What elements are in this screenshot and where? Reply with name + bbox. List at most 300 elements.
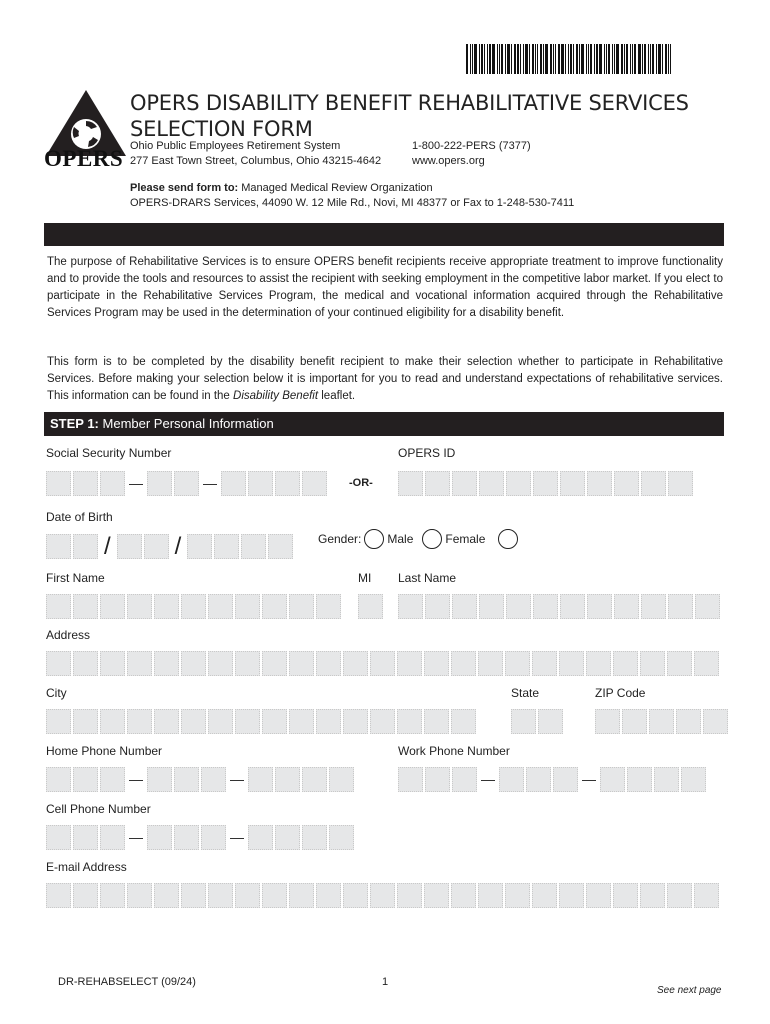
barcode-bar — [507, 44, 510, 74]
work-phone-label: Work Phone Number — [398, 744, 510, 758]
input-box[interactable] — [147, 825, 172, 850]
barcode-bar — [594, 44, 595, 74]
input-box[interactable] — [559, 883, 584, 908]
separator-dash: — — [129, 829, 143, 845]
input-box[interactable] — [46, 471, 71, 496]
gender-field — [318, 529, 518, 549]
barcode-bar — [642, 44, 643, 74]
barcode-bar — [644, 44, 646, 74]
input-box[interactable] — [289, 709, 314, 734]
input-box[interactable] — [451, 883, 476, 908]
separator-dash: — — [230, 829, 244, 845]
input-box[interactable] — [587, 594, 612, 619]
barcode-bar — [570, 44, 572, 74]
state-field — [511, 709, 563, 734]
barcode-bar — [650, 44, 651, 74]
input-box[interactable] — [560, 471, 585, 496]
separator-dash: — — [203, 475, 217, 491]
input-box[interactable] — [248, 471, 273, 496]
barcode-bar — [565, 44, 566, 74]
barcode-bar — [573, 44, 574, 74]
input-box[interactable] — [235, 594, 260, 619]
input-box[interactable] — [452, 767, 477, 792]
separator-slash: / — [104, 533, 111, 560]
input-box[interactable] — [262, 709, 287, 734]
ssn-group-2 — [147, 471, 199, 496]
input-box[interactable] — [641, 471, 666, 496]
input-box[interactable] — [201, 825, 226, 850]
separator-dash: — — [582, 771, 596, 787]
input-box[interactable] — [174, 471, 199, 496]
input-box[interactable] — [424, 709, 449, 734]
input-box[interactable] — [506, 594, 531, 619]
barcode-bar — [489, 44, 491, 74]
input-box[interactable] — [526, 767, 551, 792]
intro-paragraph-2 — [47, 354, 723, 405]
last-name-field — [398, 594, 720, 619]
input-box[interactable] — [144, 534, 169, 559]
barcode-bar — [656, 44, 657, 74]
barcode-bar — [550, 44, 552, 74]
input-box[interactable] — [235, 709, 260, 734]
input-box[interactable] — [397, 651, 422, 676]
input-box[interactable] — [302, 471, 327, 496]
barcode-bar — [484, 44, 485, 74]
ssn-label: Social Security Number — [46, 446, 172, 460]
barcode-bar — [590, 44, 592, 74]
barcode-bar — [668, 44, 669, 74]
ssn-field — [46, 471, 327, 496]
input-box[interactable] — [208, 883, 233, 908]
input-box[interactable] — [425, 471, 450, 496]
input-box[interactable] — [667, 883, 692, 908]
input-box[interactable] — [695, 594, 720, 619]
barcode-bar — [652, 44, 654, 74]
input-box[interactable] — [316, 594, 341, 619]
input-box[interactable] — [668, 471, 693, 496]
input-box[interactable] — [694, 651, 719, 676]
input-box[interactable] — [479, 594, 504, 619]
phone-group — [147, 767, 226, 792]
barcode-bar — [523, 44, 524, 74]
input-box[interactable] — [73, 825, 98, 850]
female-radio-left[interactable] — [422, 529, 442, 549]
opers-id-field — [398, 471, 693, 496]
input-box[interactable] — [479, 471, 504, 496]
input-box[interactable] — [181, 594, 206, 619]
phone-group — [499, 767, 578, 792]
input-box[interactable] — [147, 471, 172, 496]
barcode-bar — [579, 44, 580, 74]
phone-group — [46, 767, 125, 792]
zip-field — [595, 709, 728, 734]
barcode-bar — [525, 44, 528, 74]
input-box[interactable] — [201, 767, 226, 792]
input-box[interactable] — [46, 594, 71, 619]
dob-year — [187, 534, 293, 559]
input-box[interactable] — [262, 651, 287, 676]
mi-label: MI — [358, 571, 372, 585]
logo-wordmark: OPERS — [44, 146, 124, 171]
barcode-bar — [621, 44, 623, 74]
opers-id-label: OPERS ID — [398, 446, 456, 460]
input-box[interactable] — [559, 651, 584, 676]
barcode-bar — [662, 44, 663, 74]
input-box[interactable] — [154, 651, 179, 676]
male-radio[interactable] — [364, 529, 384, 549]
input-box[interactable] — [154, 594, 179, 619]
input-box[interactable] — [100, 767, 125, 792]
phone-group — [248, 825, 354, 850]
org-info — [130, 139, 381, 169]
barcode-bar — [487, 44, 488, 74]
input-box[interactable] — [73, 883, 98, 908]
input-box[interactable] — [127, 709, 152, 734]
input-box[interactable] — [46, 883, 71, 908]
input-box[interactable] — [187, 534, 212, 559]
input-box[interactable] — [262, 883, 287, 908]
barcode-bar — [505, 44, 506, 74]
input-box[interactable] — [600, 767, 625, 792]
barcode — [466, 44, 722, 74]
input-box[interactable] — [73, 709, 98, 734]
input-box[interactable] — [358, 594, 383, 619]
input-box[interactable] — [641, 594, 666, 619]
barcode-bar — [540, 44, 542, 74]
female-radio[interactable] — [498, 529, 518, 549]
barcode-bar — [520, 44, 521, 74]
barcode-bar — [514, 44, 516, 74]
input-box[interactable] — [100, 883, 125, 908]
barcode-bar — [537, 44, 538, 74]
home-phone-field — [46, 767, 354, 792]
input-box[interactable] — [424, 883, 449, 908]
dob-month — [46, 534, 98, 559]
intro-p2-end: leaflet. — [318, 390, 356, 402]
barcode-bar — [568, 44, 569, 74]
barcode-bar — [553, 44, 554, 74]
step1-header — [44, 412, 724, 436]
barcode-bar — [581, 44, 584, 74]
input-box[interactable] — [248, 767, 273, 792]
input-box[interactable] — [46, 825, 71, 850]
input-box[interactable] — [640, 651, 665, 676]
barcode-bar — [576, 44, 578, 74]
email-field — [46, 883, 719, 908]
header-divider-bar — [44, 223, 724, 246]
barcode-bar — [497, 44, 498, 74]
barcode-bar — [648, 44, 649, 74]
dob-field — [46, 534, 293, 559]
input-box[interactable] — [289, 651, 314, 676]
input-box[interactable] — [614, 594, 639, 619]
input-box[interactable] — [235, 883, 260, 908]
barcode-bar — [474, 44, 477, 74]
barcode-bar — [492, 44, 495, 74]
send-label: Please send form to: — [130, 182, 239, 194]
input-box[interactable] — [343, 709, 368, 734]
barcode-bar — [532, 44, 534, 74]
input-box[interactable] — [289, 594, 314, 619]
city-label: City — [46, 686, 67, 700]
input-box[interactable] — [127, 651, 152, 676]
input-box[interactable] — [703, 709, 728, 734]
input-box[interactable] — [214, 534, 239, 559]
dob-label: Date of Birth — [46, 510, 113, 524]
org-name: Ohio Public Employees Retirement System — [130, 140, 341, 152]
input-box[interactable] — [127, 883, 152, 908]
input-box[interactable] — [100, 825, 125, 850]
input-box[interactable] — [262, 594, 287, 619]
intro-paragraph-1: The purpose of Rehabilitative Services is to ensure OPERS benefit recipients receive appropriate treatment to improve functionality and to provide the tools and resources to assist the recipient with seeking employment in the competitive labor market. If you elect to participate in the Rehabilitative Services Program, the medical and vocational information acquired through the Rehabilitative Services Program may be used in the determination of your continued eligibility for a disability benefit. — [47, 256, 723, 319]
barcode-bar — [608, 44, 610, 74]
input-box[interactable] — [154, 709, 179, 734]
input-box[interactable] — [343, 651, 368, 676]
barcode-bar — [481, 44, 483, 74]
barcode-bar — [670, 44, 671, 74]
input-box[interactable] — [46, 709, 71, 734]
input-box[interactable] — [586, 883, 611, 908]
input-box[interactable] — [532, 651, 557, 676]
barcode-bar — [479, 44, 480, 74]
input-box[interactable] — [221, 471, 246, 496]
send-instructions — [130, 181, 574, 211]
gender-label: Gender: — [318, 532, 362, 546]
input-box[interactable] — [289, 883, 314, 908]
input-box[interactable] — [452, 471, 477, 496]
input-box[interactable] — [127, 594, 152, 619]
input-box[interactable] — [154, 883, 179, 908]
barcode-bar — [612, 44, 613, 74]
mi-field — [358, 594, 383, 619]
step1-title: Member Personal Information — [102, 416, 274, 431]
input-box[interactable] — [532, 883, 557, 908]
input-box[interactable] — [613, 651, 638, 676]
barcode-bar — [614, 44, 615, 74]
input-box[interactable] — [73, 651, 98, 676]
input-box[interactable] — [425, 594, 450, 619]
input-box[interactable] — [398, 471, 423, 496]
input-box[interactable] — [425, 767, 450, 792]
barcode-bar — [472, 44, 473, 74]
input-box[interactable] — [622, 709, 647, 734]
form-title — [130, 90, 689, 142]
input-box[interactable] — [100, 651, 125, 676]
send-line-2: OPERS-DRARS Services, 44090 W. 12 Mile Rd., Novi, MI 48377 or Fax to 1-248-530-7411 — [130, 197, 575, 209]
barcode-bar — [511, 44, 512, 74]
input-box[interactable] — [478, 651, 503, 676]
input-box[interactable] — [613, 883, 638, 908]
input-box[interactable] — [181, 883, 206, 908]
input-box[interactable] — [587, 471, 612, 496]
phone-group — [248, 767, 354, 792]
barcode-bar — [470, 44, 471, 74]
step1-prefix: STEP 1: — [50, 416, 99, 431]
input-box[interactable] — [398, 594, 423, 619]
input-box[interactable] — [451, 709, 476, 734]
input-box[interactable] — [73, 594, 98, 619]
input-box[interactable] — [181, 709, 206, 734]
barcode-bar — [658, 44, 661, 74]
input-box[interactable] — [73, 767, 98, 792]
contact-info — [412, 139, 531, 169]
input-box[interactable] — [397, 883, 422, 908]
input-box[interactable] — [614, 471, 639, 496]
input-box[interactable] — [329, 825, 354, 850]
input-box[interactable] — [667, 651, 692, 676]
barcode-bar — [665, 44, 667, 74]
or-separator: -OR- — [349, 477, 373, 489]
state-label: State — [511, 686, 540, 700]
separator-dash: — — [129, 771, 143, 787]
barcode-bar — [558, 44, 560, 74]
barcode-bar — [545, 44, 548, 74]
input-box[interactable] — [676, 709, 701, 734]
input-box[interactable] — [174, 825, 199, 850]
input-box[interactable] — [586, 651, 611, 676]
input-box[interactable] — [627, 767, 652, 792]
barcode-bar — [624, 44, 625, 74]
ssn-group-3 — [221, 471, 327, 496]
first-name-label: First Name — [46, 571, 105, 585]
input-box[interactable] — [100, 471, 125, 496]
input-box[interactable] — [275, 825, 300, 850]
title-line-1: OPERS DISABILITY BENEFIT REHABILITATIVE SERVICES — [130, 91, 689, 115]
input-box[interactable] — [398, 767, 423, 792]
input-box[interactable] — [595, 709, 620, 734]
input-box[interactable] — [649, 709, 674, 734]
input-box[interactable] — [316, 883, 341, 908]
cell-phone-field — [46, 825, 354, 850]
input-box[interactable] — [654, 767, 679, 792]
input-box[interactable] — [208, 594, 233, 619]
barcode-bar — [604, 44, 605, 74]
input-box[interactable] — [370, 883, 395, 908]
input-box[interactable] — [668, 594, 693, 619]
male-label: Male — [387, 532, 414, 546]
send-line-1: Managed Medical Review Organization — [241, 182, 433, 194]
input-box[interactable] — [694, 883, 719, 908]
input-box[interactable] — [370, 651, 395, 676]
barcode-bar — [630, 44, 631, 74]
input-box[interactable] — [208, 709, 233, 734]
barcode-bar — [596, 44, 598, 74]
barcode-bar — [632, 44, 633, 74]
input-box[interactable] — [370, 709, 395, 734]
input-box[interactable] — [268, 534, 293, 559]
input-box[interactable] — [46, 651, 71, 676]
input-box[interactable] — [505, 651, 530, 676]
phone-group — [600, 767, 706, 792]
input-box[interactable] — [117, 534, 142, 559]
input-box[interactable] — [640, 883, 665, 908]
org-phone: 1-800-222-PERS (7377) — [412, 140, 531, 152]
input-box[interactable] — [100, 594, 125, 619]
page-number: 1 — [382, 976, 389, 988]
barcode-bar — [626, 44, 628, 74]
input-box[interactable] — [478, 883, 503, 908]
input-box[interactable] — [452, 594, 477, 619]
input-box[interactable] — [181, 651, 206, 676]
input-box[interactable] — [316, 709, 341, 734]
input-box[interactable] — [46, 767, 71, 792]
title-line-2: SELECTION FORM — [130, 117, 313, 141]
intro-p2-start: This form is to be completed by the disability benefit recipient to make their selection whether to participate in Rehabilitative Services. Before making your selection below it is important for you to read and understand expectations of rehabilitative services. This information can be found in the — [47, 356, 723, 402]
first-name-field — [46, 594, 341, 619]
separator-dash: — — [129, 475, 143, 491]
address-label: Address — [46, 628, 91, 642]
input-box[interactable] — [499, 767, 524, 792]
separator-dash: — — [230, 771, 244, 787]
phone-group — [398, 767, 477, 792]
barcode-bar — [606, 44, 607, 74]
barcode-bar — [616, 44, 619, 74]
input-box[interactable] — [275, 471, 300, 496]
barcode-bar — [561, 44, 564, 74]
input-box[interactable] — [208, 651, 233, 676]
input-box[interactable] — [275, 767, 300, 792]
last-name-label: Last Name — [398, 571, 457, 585]
barcode-bar — [499, 44, 500, 74]
barcode-bar — [634, 44, 636, 74]
input-box[interactable] — [505, 883, 530, 908]
input-box[interactable] — [560, 594, 585, 619]
barcode-bar — [586, 44, 587, 74]
input-box[interactable] — [241, 534, 266, 559]
input-box[interactable] — [553, 767, 578, 792]
input-box[interactable] — [248, 825, 273, 850]
input-box[interactable] — [538, 709, 563, 734]
input-box[interactable] — [424, 651, 449, 676]
work-phone-field — [398, 767, 706, 792]
input-box[interactable] — [147, 767, 172, 792]
female-label: Female — [445, 532, 486, 546]
input-box[interactable] — [343, 883, 368, 908]
input-box[interactable] — [302, 767, 327, 792]
org-address: 277 East Town Street, Columbus, Ohio 43215-4642 — [130, 155, 382, 167]
zip-label: ZIP Code — [595, 686, 646, 700]
home-phone-label: Home Phone Number — [46, 744, 163, 758]
input-box[interactable] — [533, 594, 558, 619]
intro-p2-italic: Disability Benefit — [233, 390, 319, 402]
input-box[interactable] — [316, 651, 341, 676]
input-box[interactable] — [302, 825, 327, 850]
barcode-bar — [466, 44, 468, 74]
input-box[interactable] — [511, 709, 536, 734]
input-box[interactable] — [235, 651, 260, 676]
barcode-bar — [638, 44, 641, 74]
barcode-bar — [529, 44, 530, 74]
cell-phone-label: Cell Phone Number — [46, 802, 151, 816]
input-box[interactable] — [681, 767, 706, 792]
input-box[interactable] — [451, 651, 476, 676]
separator-dash: — — [481, 771, 495, 787]
barcode-bar — [588, 44, 589, 74]
input-box[interactable] — [73, 534, 98, 559]
ssn-group-1 — [46, 471, 125, 496]
input-box[interactable] — [100, 709, 125, 734]
input-box[interactable] — [397, 709, 422, 734]
barcode-bar — [555, 44, 556, 74]
email-label: E-mail Address — [46, 860, 127, 874]
input-box[interactable] — [329, 767, 354, 792]
input-box[interactable] — [506, 471, 531, 496]
barcode-bar — [535, 44, 536, 74]
input-box[interactable] — [174, 767, 199, 792]
input-box[interactable] — [46, 534, 71, 559]
input-box[interactable] — [533, 471, 558, 496]
input-box[interactable] — [73, 471, 98, 496]
